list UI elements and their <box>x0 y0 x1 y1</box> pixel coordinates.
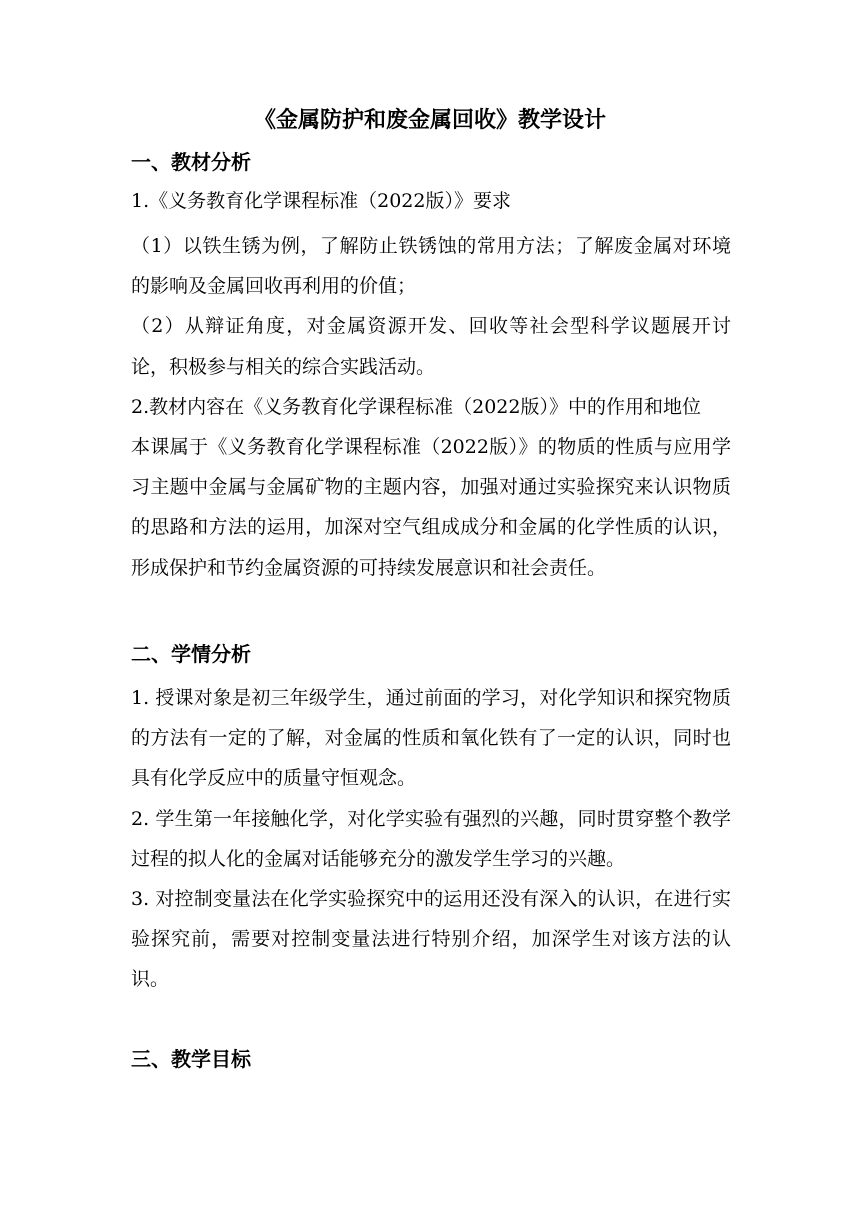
learner-point-1: 1. 授课对象是初三年级学生，通过前面的学习，对化学知识和探究物质的方法有一定的了解，对金属的性质和氧化铁有了一定的认识，同时也具有化学反应中的质量守恒观念。 <box>131 687 731 790</box>
section-1-body <box>131 181 831 221</box>
requirement-item-1: （1）以铁生锈为例，了解防止铁锈蚀的常用方法；了解废金属对环境的影响及金属回收再利用的价值； <box>131 235 731 298</box>
curriculum-standard-heading: 1.《义务教育化学课程标准（2022版）》要求 <box>131 190 511 212</box>
section-heading-learner-analysis: 二、学情分析 <box>131 642 251 666</box>
learner-point-2: 2. 学生第一年接触化学，对化学实验有强烈的兴趣，同时贯穿整个教学过程的拟人化的金属对话能够充分的激发学生学习的兴趣。 <box>131 807 731 870</box>
textbook-role-heading: 2.教材内容在《义务教育化学课程标准（2022版）》中的作用和地位 <box>131 395 701 418</box>
textbook-role-paragraph: 本课属于《义务教育化学课程标准（2022版）》的物质的性质与应用学习主题中金属与金属矿物的主题内容，加强对通过实验探究来认识物质的思路和方法的运用，加深对空气组成成分和金属的化学性质的认识，形成保护和节约金属资源的可持续发展意识和社会责任。 <box>131 436 731 579</box>
section-2-body <box>131 678 731 1000</box>
section-heading-textbook-analysis: 一、教材分析 <box>131 150 251 174</box>
requirement-item-2: （2）从辩证角度，对金属资源开发、回收等社会型科学议题展开讨论，积极参与相关的综合实践活动。 <box>131 315 731 378</box>
learner-point-3: 3. 对控制变量法在化学实验探究中的运用还没有深入的认识，在进行实验探究前，需要对控制变量法进行特别介绍，加深学生对该方法的认识。 <box>131 888 731 991</box>
section-heading-teaching-objectives: 三、教学目标 <box>131 1047 251 1071</box>
section-1-body-continued <box>131 226 731 588</box>
document-title: 《金属防护和废金属回收》教学设计 <box>253 108 606 133</box>
